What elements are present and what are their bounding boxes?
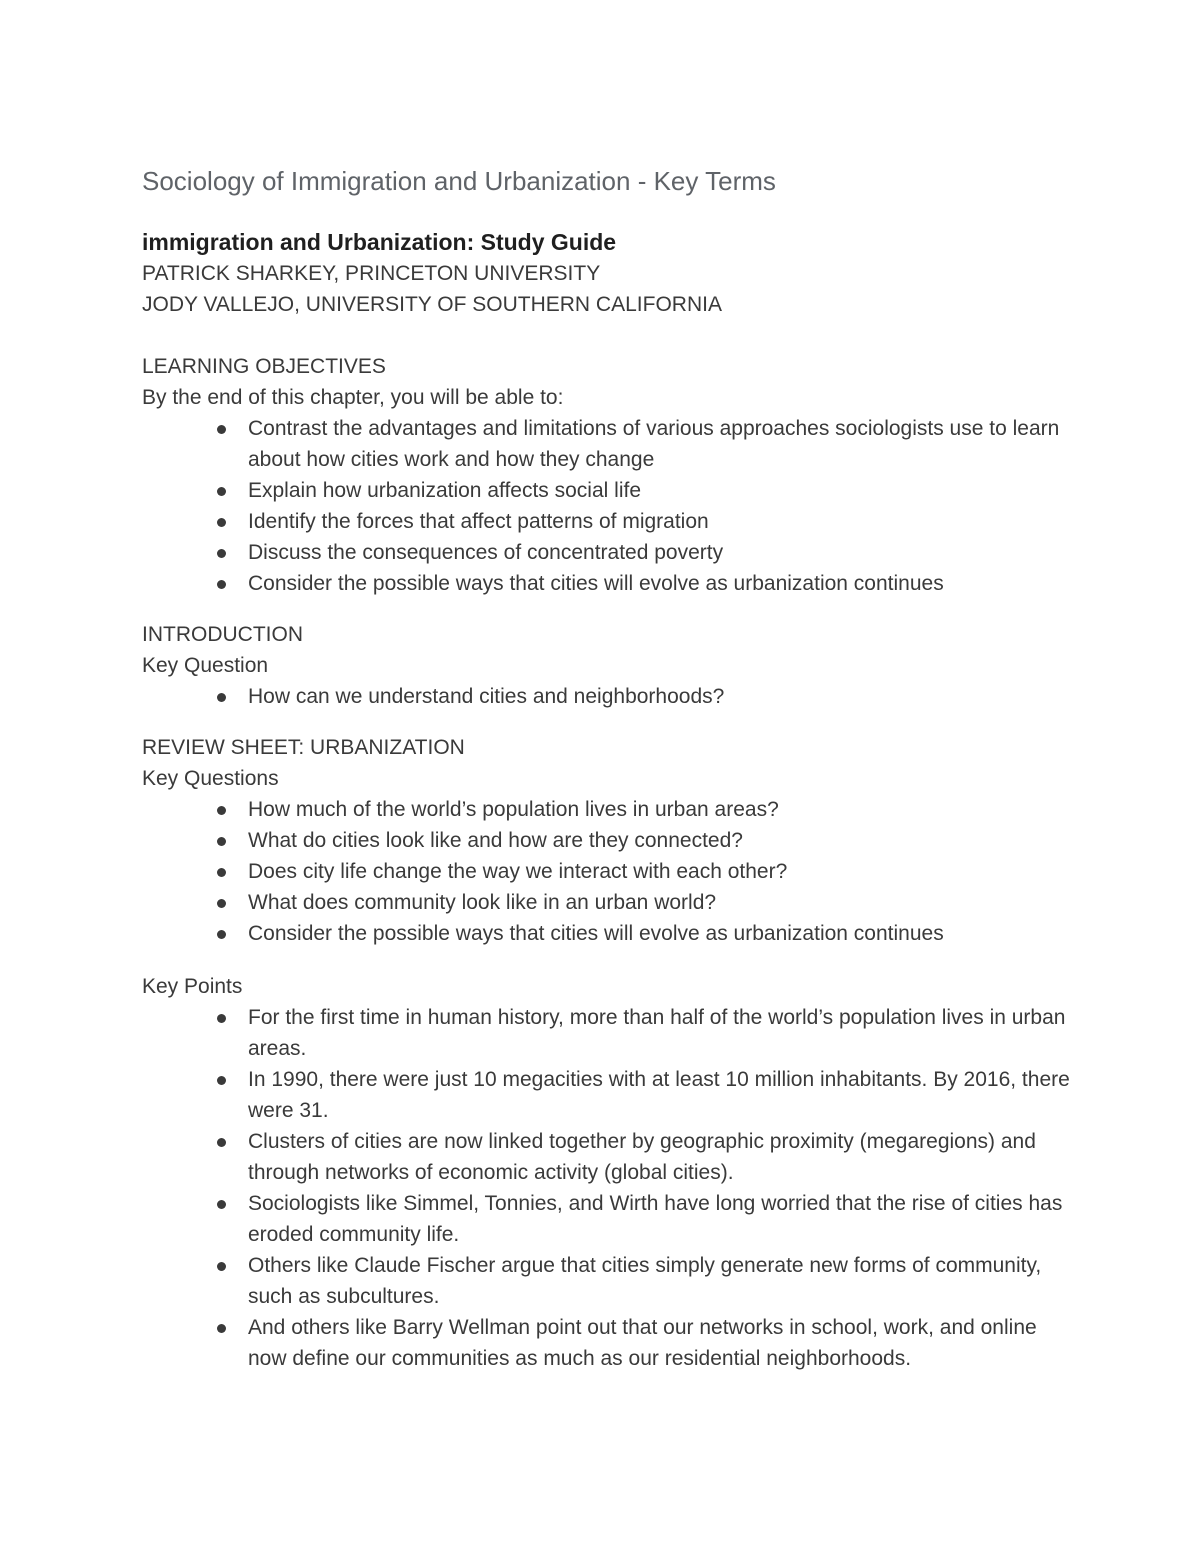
section-heading: LEARNING OBJECTIVES [142,355,386,378]
list-item: In 1990, there were just 10 megacities with at least 10 million inhabitants. By 2016, there were 31. [248,1064,1072,1126]
list-item: And others like Barry Wellman point out that our networks in school, work, and online now define our communities as much as our residential neighborhoods. [248,1312,1072,1374]
list-item: How much of the world’s population lives in urban areas? [248,794,1072,825]
list-item: Sociologists like Simmel, Tonnies, and Wirth have long worried that the rise of cities has eroded community life. [248,1188,1072,1250]
list-item: Consider the possible ways that cities will evolve as urbanization continues [248,918,1072,949]
document-title: Sociology of Immigration and Urbanization - Key Terms [142,166,776,196]
document-page [142,160,1072,1374]
list-item: What does community look like in an urban world? [248,887,1072,918]
section-heading: INTRODUCTION [142,623,303,646]
list-item: Discuss the consequences of concentrated poverty [248,537,1072,568]
author-line: PATRICK SHARKEY, PRINCETON UNIVERSITY [142,262,601,285]
list-item: For the first time in human history, more than half of the world’s population lives in urban areas. [248,1002,1072,1064]
bullet-icon [217,930,226,939]
introduction-section [142,619,1072,712]
bullet-icon [217,693,226,702]
bullet-icon [217,1014,226,1023]
bullet-icon [217,899,226,908]
list-item: Does city life change the way we interact with each other? [248,856,1072,887]
objectives-list [142,413,1072,599]
bullet-icon [217,518,226,527]
learning-objectives-section [142,351,1072,599]
bullet-icon [217,837,226,846]
section-subheading: Key Question [142,654,269,677]
bullet-icon [217,1200,226,1209]
list-item: Identify the forces that affect patterns of migration [248,506,1072,537]
list-item: Explain how urbanization affects social life [248,475,1072,506]
bullet-icon [217,806,226,815]
list-item: Others like Claude Fischer argue that cities simply generate new forms of community, such as subcultures. [248,1250,1072,1312]
bullet-icon [217,1138,226,1147]
section-subheading: Key Questions [142,767,279,790]
section-intro: By the end of this chapter, you will be able to: [142,386,564,409]
review-sheet-section [142,732,1072,949]
key-questions-list [142,794,1072,949]
list-item: Contrast the advantages and limitations of various approaches sociologists use to learn about how cities work and how they change [248,413,1072,475]
key-points-list [142,1002,1072,1374]
list-item: Consider the possible ways that cities will evolve as urbanization continues [248,568,1072,599]
list-item: How can we understand cities and neighborhoods? [248,681,1072,712]
bullet-icon [217,487,226,496]
bullet-icon [217,1262,226,1271]
section-heading: Key Points [142,975,243,998]
section-heading: REVIEW SHEET: URBANIZATION [142,736,465,759]
key-points-section [142,971,1072,1374]
study-guide-title: immigration and Urbanization: Study Guide [142,229,617,255]
bullet-icon [217,425,226,434]
author-line: JODY VALLEJO, UNIVERSITY OF SOUTHERN CALIFORNIA [142,293,722,316]
bullet-icon [217,1324,226,1333]
bullet-icon [217,868,226,877]
key-question-list [142,681,1072,712]
list-item: What do cities look like and how are they connected? [248,825,1072,856]
list-item: Clusters of cities are now linked together by geographic proximity (megaregions) and through networks of economic activity (global cities). [248,1126,1072,1188]
bullet-icon [217,549,226,558]
bullet-icon [217,1076,226,1085]
bullet-icon [217,580,226,589]
